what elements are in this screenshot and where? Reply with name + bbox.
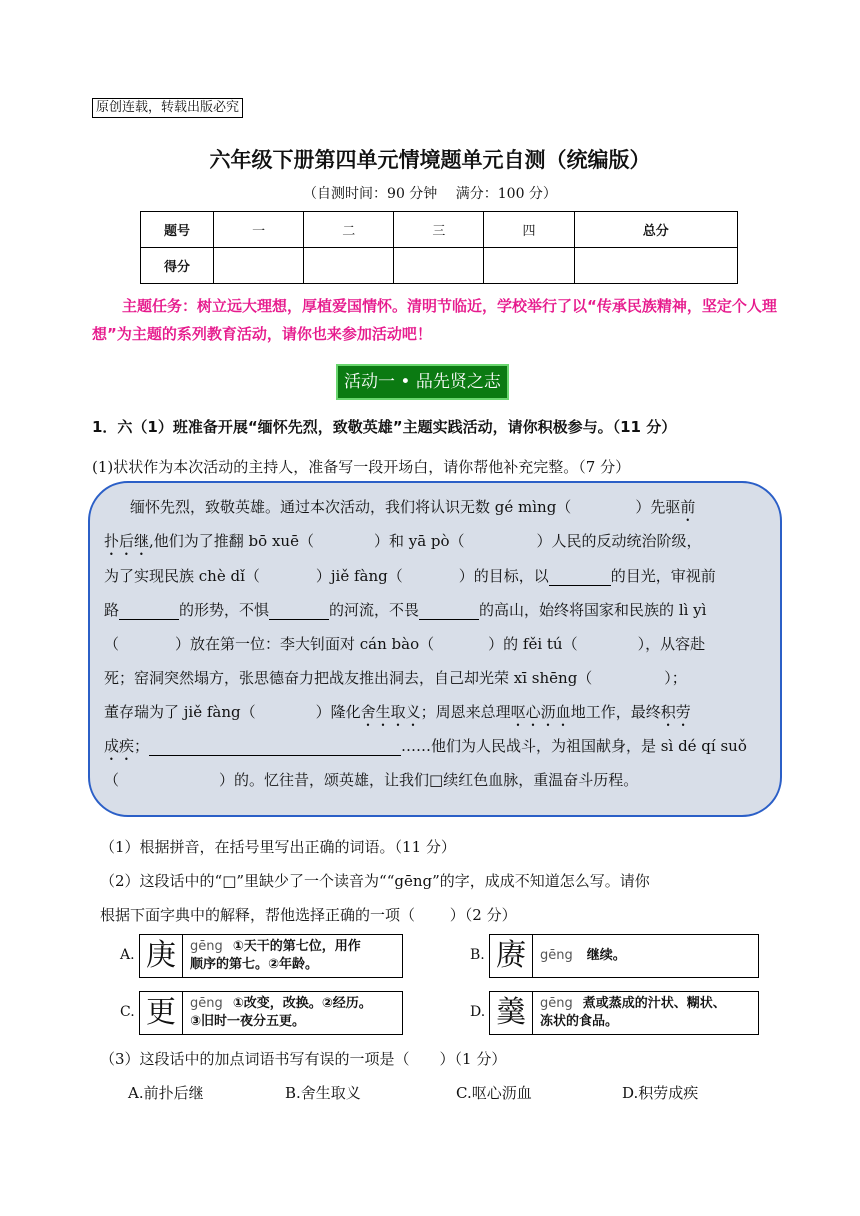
- score-input-cell[interactable]: [574, 248, 737, 284]
- passage-text: ）的。忆往昔，颂英雄，让我们□续红色血脉，重温奋斗历程。: [219, 771, 639, 789]
- option-letter: D.: [470, 1004, 486, 1020]
- answer-option-a[interactable]: A.前扑后继: [128, 1084, 204, 1102]
- score-cell: 二: [304, 212, 394, 248]
- option-letter: B.: [470, 947, 485, 963]
- passage-text: ）放在第一位：李大钊面对 cán bào（: [175, 635, 435, 653]
- sub-question-2-line1: （2）这段话中的“□”里缺少了一个读音为““gēng”的字，成成不知道怎么写。请你: [100, 872, 650, 890]
- passage-text: ；: [134, 737, 150, 755]
- dotted-word: 积劳: [660, 703, 691, 721]
- answer-option-d[interactable]: D.积劳成疾: [622, 1084, 699, 1102]
- passage-line: [104, 769, 638, 790]
- dict-option-c[interactable]: [120, 991, 403, 1035]
- passage-line: [130, 496, 695, 525]
- passage-text: 董存瑞为了 jiě fàng（: [104, 703, 256, 721]
- passage-text: 路: [104, 601, 120, 619]
- score-input-cell[interactable]: [304, 248, 394, 284]
- dotted-word: 舍生取义: [360, 703, 421, 721]
- activity-banner: 活动一 • 品先贤之志: [336, 364, 509, 400]
- passage-text: ），从容赴: [637, 635, 706, 653]
- theme-task: 主题任务：树立远大理想，厚植爱国情怀。清明节临近，学校举行了以“传承民族精神，坚定个人理想”为主题的系列教育活动，请你也来参加活动吧！: [92, 297, 777, 343]
- blank[interactable]: [119, 601, 179, 620]
- passage-text: ）和 yā pò（: [373, 532, 465, 550]
- sub-question-3: （3）这段话中的加点词语书写有误的一项是（ ）（1 分）: [100, 1050, 507, 1068]
- blank[interactable]: [149, 737, 401, 756]
- sub-question-1: （1）根据拼音，在括号里写出正确的词语。（11 分）: [100, 838, 456, 856]
- copyright-notice: 原创连载，转载出版必究: [92, 98, 243, 118]
- score-table: [140, 211, 738, 284]
- passage-text: ）人民的反动统治阶级，: [536, 532, 702, 550]
- dict-pinyin: gēng: [540, 948, 573, 963]
- blank[interactable]: [549, 567, 611, 586]
- passage-text: ）先驱: [635, 498, 681, 516]
- passage-text: ,他们为了推翻 bō xuē（: [149, 532, 314, 550]
- option-letter: C.: [120, 1004, 135, 1020]
- blank[interactable]: [419, 601, 479, 620]
- score-table-header-row: [141, 212, 738, 248]
- blank[interactable]: [269, 601, 329, 620]
- dict-def: ①天干的第七位，用作: [232, 939, 361, 954]
- passage-text: 死；窑洞突然塌方，张思德奋力把战友推出洞去，自己却光荣 xī shēng（: [104, 669, 593, 687]
- score-cell: 四: [484, 212, 574, 248]
- score-cell: 三: [394, 212, 484, 248]
- option-letter: A.: [120, 947, 135, 963]
- passage-line: [104, 633, 705, 654]
- dict-def: 煮或蒸成的汁状、糊状、: [582, 996, 726, 1011]
- passage-text: ）的 fěi tú（: [488, 635, 578, 653]
- question-1-sub: (1)状状作为本次活动的主持人，准备写一段开场白，请你帮他补充完整。（7 分）: [92, 458, 631, 476]
- dict-char: 庚: [140, 935, 183, 977]
- dict-pinyin: gēng: [190, 939, 223, 954]
- dict-char: 羹: [490, 992, 533, 1034]
- dict-pinyin: gēng: [190, 996, 223, 1011]
- passage-text: ）；: [664, 669, 687, 687]
- dict-def: 顺序的第七。②年龄。: [190, 957, 319, 972]
- dict-def: ①改变，改换。②经历。: [232, 996, 372, 1011]
- passage-text: （: [104, 635, 120, 653]
- score-table-score-row: [141, 248, 738, 284]
- passage-text: 的目光，审视前: [610, 567, 716, 585]
- answer-option-c[interactable]: C.呕心沥血: [456, 1084, 532, 1102]
- passage-line: [104, 599, 706, 620]
- passage-line: [104, 565, 716, 586]
- passage-text: 的高山，始终将国家和民族的 lì yì: [479, 601, 707, 619]
- dotted-word: 成疾: [104, 737, 135, 755]
- dotted-word: 扑后继: [104, 532, 150, 550]
- passage-line: [104, 530, 702, 559]
- passage-line: [104, 667, 687, 688]
- score-cell: 得分: [141, 248, 214, 284]
- sub-question-2-line2: 根据下面字典中的解释，帮他选择正确的一项（ ）（2 分）: [100, 906, 517, 924]
- score-input-cell[interactable]: [484, 248, 574, 284]
- score-cell: 总分: [574, 212, 737, 248]
- passage-text: 的形势，不惧: [179, 601, 270, 619]
- question-1-heading: 1．六（1）班准备开展“缅怀先烈，致敬英雄”主题实践活动，请你积极参与。（11 分）: [92, 418, 677, 436]
- dict-char: 赓: [490, 935, 533, 977]
- answer-option-b[interactable]: B.舍生取义: [285, 1084, 361, 1102]
- passage-text: （: [104, 771, 120, 789]
- page-title: 六年级下册第四单元情境题单元自测（统编版）: [209, 148, 651, 172]
- dict-option-d[interactable]: [470, 991, 759, 1035]
- passage-text: ……他们为人民战斗，为祖国献身，是 sì dé qí suǒ: [401, 737, 747, 755]
- passage-text: 为了实现民族 chè dǐ（: [104, 567, 260, 585]
- passage-line: [104, 701, 691, 730]
- dotted-word: 呕心沥血: [510, 703, 571, 721]
- page-subtitle: （自测时间：90 分钟 满分：100 分）: [303, 186, 557, 202]
- dict-char: 更: [140, 992, 183, 1034]
- score-input-cell[interactable]: [394, 248, 484, 284]
- passage-text: 缅怀先烈，致敬英雄。通过本次活动，我们将认识无数 gé mìng（: [130, 498, 572, 516]
- dict-pinyin: gēng: [540, 996, 573, 1011]
- dict-def: 冻状的食品。: [540, 1014, 619, 1029]
- score-cell: 题号: [141, 212, 214, 248]
- dict-def: ③旧时一夜分五更。: [190, 1014, 306, 1029]
- passage-text: 地工作，最终: [570, 703, 661, 721]
- score-cell: 一: [214, 212, 304, 248]
- dict-option-b[interactable]: [470, 934, 759, 978]
- passage-line: [104, 735, 747, 764]
- passage-text: ；周恩来总理: [420, 703, 511, 721]
- passage-text: ）隆化: [315, 703, 361, 721]
- dict-def: 继续。: [586, 948, 626, 963]
- passage-text: ）的目标，以: [458, 567, 549, 585]
- dict-option-a[interactable]: [120, 934, 403, 978]
- dotted-word: 前: [680, 498, 696, 516]
- passage-text: ）jiě fàng（: [315, 567, 403, 585]
- score-input-cell[interactable]: [214, 248, 304, 284]
- passage-text: 的河流，不畏: [329, 601, 420, 619]
